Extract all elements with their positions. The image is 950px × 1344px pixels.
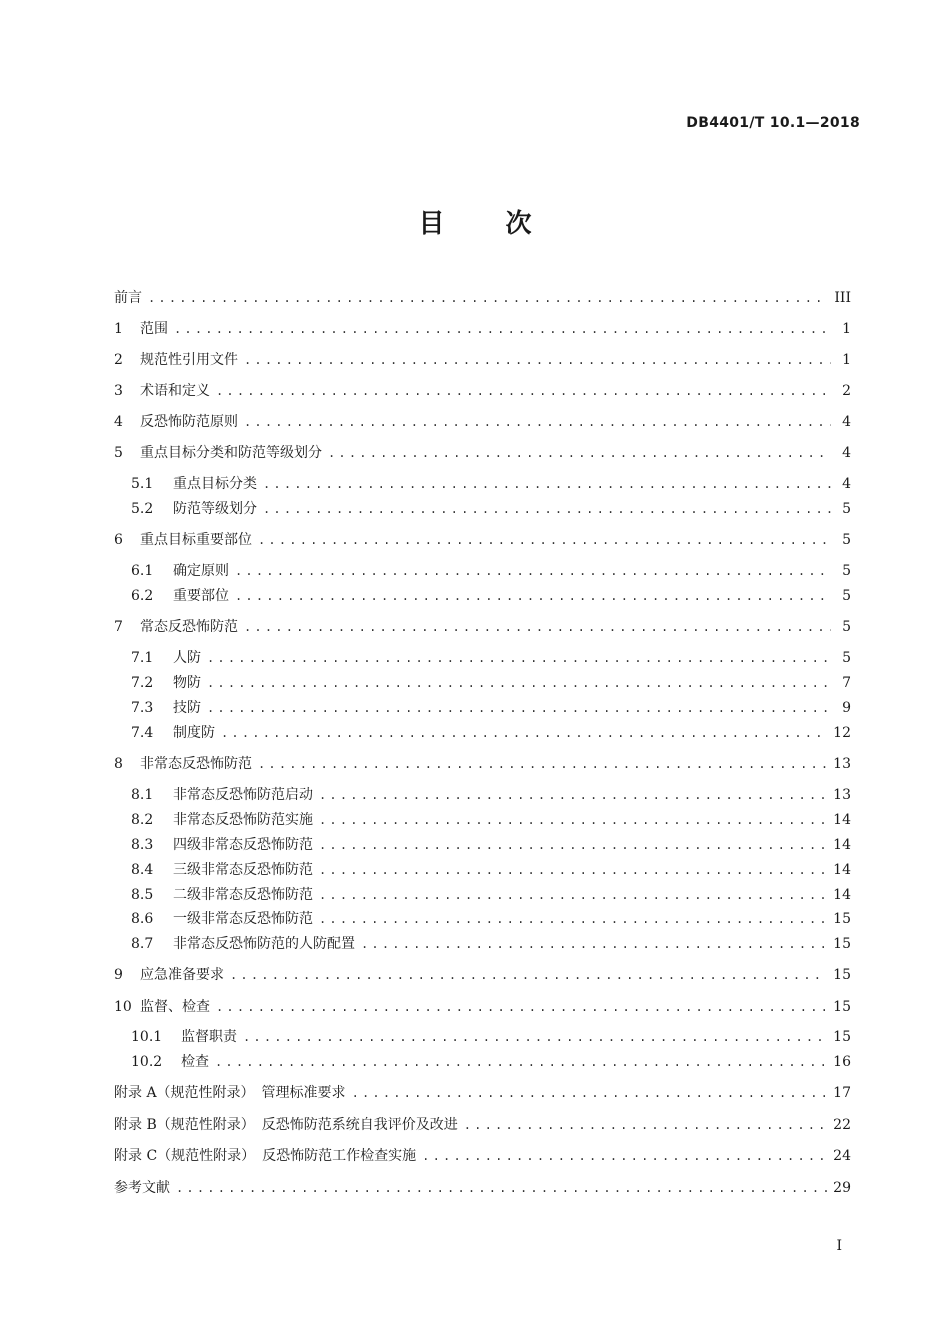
toc-entry[interactable] — [131, 698, 851, 718]
toc-leader-dots — [263, 474, 831, 494]
toc-entry-title: 防范等级划分 — [173, 501, 257, 517]
document-code: DB4401/T 10.1—2018 — [686, 115, 860, 131]
toc-entry-title: 术语和定义 — [140, 383, 210, 399]
toc-entry[interactable] — [114, 412, 851, 432]
toc-leader-dots — [230, 965, 827, 985]
toc-leader-dots — [263, 499, 831, 519]
toc-entry-title: 重要部位 — [173, 588, 229, 604]
toc-entry-title: 监督职责 — [181, 1029, 237, 1045]
toc-entry[interactable] — [131, 810, 851, 830]
toc-entry-number: 2 — [114, 352, 123, 368]
toc-entry-title: 四级非常态反恐怖防范 — [173, 837, 313, 853]
toc-leader-dots — [319, 810, 827, 830]
toc-entry-title: 附录 C（规范性附录） 反恐怖防范工作检查实施 — [114, 1148, 417, 1164]
toc-leader-dots — [215, 1052, 827, 1072]
toc-entry-page: 2 — [842, 383, 851, 399]
toc-entry-page: 13 — [833, 787, 851, 803]
toc-entry-page: 12 — [833, 725, 851, 741]
toc-entry-title: 监督、检查 — [140, 999, 210, 1015]
toc-entry-page: 4 — [842, 476, 851, 492]
toc-entry-number: 8.3 — [131, 837, 154, 853]
toc-entry[interactable] — [114, 1115, 851, 1135]
toc-leader-dots — [352, 1083, 828, 1103]
toc-entry-page: 13 — [833, 756, 851, 772]
toc-entry-number: 5.1 — [131, 476, 154, 492]
toc-entry-page: 15 — [833, 911, 851, 927]
toc-leader-dots — [464, 1115, 827, 1135]
toc-entry-page: 5 — [842, 501, 851, 517]
toc-entry[interactable] — [114, 381, 851, 401]
toc-entry[interactable] — [131, 1027, 851, 1047]
toc-leader-dots — [319, 835, 827, 855]
toc-entry-number: 8.2 — [131, 812, 154, 828]
toc-entry-number: 6.2 — [131, 588, 154, 604]
toc-entry-page: 15 — [833, 967, 851, 983]
toc-entry-number: 7.4 — [131, 725, 154, 741]
toc-entry-title: 制度防 — [173, 725, 215, 741]
toc-entry[interactable] — [114, 319, 851, 339]
toc-leader-dots — [244, 412, 831, 432]
toc-entry[interactable] — [131, 648, 851, 668]
toc-entry-page: 5 — [842, 619, 851, 635]
toc-entry-title: 附录 B（规范性附录） 反恐怖防范系统自我评价及改进 — [114, 1117, 458, 1133]
toc-entry-title: 重点目标重要部位 — [140, 532, 252, 548]
toc-leader-dots — [328, 443, 831, 463]
toc-entry-page: 17 — [833, 1085, 851, 1101]
toc-entry-title: 非常态反恐怖防范的人防配置 — [173, 936, 355, 952]
toc-entry-page: 5 — [842, 532, 851, 548]
toc-entry-number: 7.2 — [131, 675, 154, 691]
toc-entry[interactable] — [131, 835, 851, 855]
toc-entry-page: 4 — [842, 445, 851, 461]
toc-leader-dots — [243, 1027, 827, 1047]
toc-leader-dots — [207, 648, 831, 668]
toc-entry-number: 8.5 — [131, 887, 154, 903]
toc-entry-title: 重点目标分类和防范等级划分 — [140, 445, 322, 461]
toc-entry[interactable] — [114, 1146, 851, 1166]
toc-entry[interactable] — [131, 723, 851, 743]
toc-entry-page: 29 — [833, 1180, 851, 1196]
toc-entry[interactable] — [114, 1083, 851, 1103]
toc-entry-page: 15 — [833, 936, 851, 952]
toc-leader-dots — [361, 934, 827, 954]
toc-entry-page: 7 — [842, 675, 851, 691]
toc-entry-page: 5 — [842, 563, 851, 579]
toc-entry-page: 1 — [842, 352, 851, 368]
toc-leader-dots — [207, 698, 831, 718]
toc-entry[interactable] — [131, 474, 851, 494]
toc-leader-dots — [216, 381, 831, 401]
toc-entry-title: 人防 — [173, 650, 201, 666]
toc-entry[interactable] — [114, 530, 851, 550]
toc-entry-page: 14 — [833, 837, 851, 853]
toc-entry-number: 7.1 — [131, 650, 154, 666]
toc-entry-number: 8 — [114, 756, 123, 772]
toc-entry-title: 附录 A（规范性附录） 管理标准要求 — [114, 1085, 346, 1101]
toc-entry-page: 9 — [842, 700, 851, 716]
toc-leader-dots — [319, 785, 827, 805]
toc-entry-title: 非常态反恐怖防范实施 — [173, 812, 313, 828]
toc-leader-dots — [235, 561, 831, 581]
toc-entry-page: 14 — [833, 812, 851, 828]
toc-entry-title: 物防 — [173, 675, 201, 691]
toc-entry-number: 5.2 — [131, 501, 154, 517]
toc-leader-dots — [216, 997, 827, 1017]
toc-entry-number: 9 — [114, 967, 123, 983]
toc-entry[interactable] — [114, 350, 851, 370]
toc-entry-page: 5 — [842, 588, 851, 604]
toc-leader-dots — [422, 1146, 827, 1166]
toc-entry-number: 8.7 — [131, 936, 154, 952]
toc-entry-page: 16 — [833, 1054, 851, 1070]
toc-entry-title: 检查 — [181, 1054, 209, 1070]
toc-entry-title: 技防 — [173, 700, 201, 716]
toc-entry-number: 5 — [114, 445, 123, 461]
toc-leader-dots — [319, 860, 827, 880]
toc-leader-dots — [207, 673, 831, 693]
toc-entry-number: 3 — [114, 383, 123, 399]
page-number: I — [836, 1238, 842, 1254]
toc-entry-page: 14 — [833, 862, 851, 878]
toc-entry-number: 6.1 — [131, 563, 154, 579]
toc-entry[interactable] — [131, 499, 851, 519]
toc-entry-page: 1 — [842, 321, 851, 337]
toc-entry-number: 8.6 — [131, 911, 154, 927]
toc-entry-title: 非常态反恐怖防范启动 — [173, 787, 313, 803]
toc-entry[interactable] — [114, 1178, 851, 1198]
toc-leader-dots — [235, 586, 831, 606]
toc-leader-dots — [221, 723, 827, 743]
toc-entry-number: 1 — [114, 321, 123, 337]
toc-entry[interactable] — [131, 561, 851, 581]
toc-leader-dots — [319, 909, 827, 929]
toc-entry[interactable] — [131, 785, 851, 805]
toc-entry-page: 24 — [833, 1148, 851, 1164]
toc-entry[interactable] — [131, 673, 851, 693]
toc-entry-number: 7 — [114, 619, 123, 635]
toc-entry-page: 14 — [833, 887, 851, 903]
toc-entry-title: 一级非常态反恐怖防范 — [173, 911, 313, 927]
toc-leader-dots — [174, 319, 831, 339]
toc-leader-dots — [258, 530, 831, 550]
toc-leader-dots — [319, 885, 827, 905]
toc-entry[interactable] — [114, 997, 851, 1017]
toc-entry[interactable] — [131, 860, 851, 880]
toc-leader-dots — [244, 350, 831, 370]
toc-entry-number: 10 — [114, 999, 132, 1015]
toc-leader-dots — [176, 1178, 827, 1198]
toc-entry-title: 参考文献 — [114, 1180, 170, 1196]
toc-entry-number: 10.1 — [131, 1029, 163, 1045]
toc-entry-number: 10.2 — [131, 1054, 163, 1070]
toc-entry[interactable] — [131, 909, 851, 929]
toc-entry-title: 反恐怖防范原则 — [140, 414, 238, 430]
toc-entry[interactable] — [114, 754, 851, 774]
toc-entry[interactable] — [131, 885, 851, 905]
toc-entry-title: 应急准备要求 — [140, 967, 224, 983]
toc-entry-title: 范围 — [140, 321, 168, 337]
toc-entry[interactable] — [114, 288, 851, 308]
toc-entry[interactable] — [114, 617, 851, 637]
toc-entry-number: 4 — [114, 414, 123, 430]
toc-entry-title: 常态反恐怖防范 — [140, 619, 238, 635]
toc-entry-page: 5 — [842, 650, 851, 666]
toc-entry-page: III — [834, 290, 851, 306]
toc-entry-title: 确定原则 — [173, 563, 229, 579]
toc-title: 目 次 — [418, 209, 558, 239]
toc-entry[interactable] — [131, 586, 851, 606]
toc-leader-dots — [244, 617, 831, 637]
toc-entry-page: 4 — [842, 414, 851, 430]
toc-entry-page: 22 — [833, 1117, 851, 1133]
toc-entry-page: 15 — [833, 1029, 851, 1045]
toc-entry-title: 重点目标分类 — [173, 476, 257, 492]
toc-entry-title: 前言 — [114, 290, 142, 306]
toc-entry-number: 8.4 — [131, 862, 154, 878]
toc-entry-title: 规范性引用文件 — [140, 352, 238, 368]
toc-entry-title: 二级非常态反恐怖防范 — [173, 887, 313, 903]
toc-entry[interactable] — [131, 934, 851, 954]
toc-entry-number: 8.1 — [131, 787, 154, 803]
toc-entry[interactable] — [114, 443, 851, 463]
toc-leader-dots — [258, 754, 827, 774]
toc-entry[interactable] — [114, 965, 851, 985]
toc-entry-title: 三级非常态反恐怖防范 — [173, 862, 313, 878]
toc-entry[interactable] — [131, 1052, 851, 1072]
toc-entry-number: 7.3 — [131, 700, 154, 716]
toc-leader-dots — [148, 288, 828, 308]
toc-entry-number: 6 — [114, 532, 123, 548]
toc-entry-page: 15 — [833, 999, 851, 1015]
toc-entry-title: 非常态反恐怖防范 — [140, 756, 252, 772]
